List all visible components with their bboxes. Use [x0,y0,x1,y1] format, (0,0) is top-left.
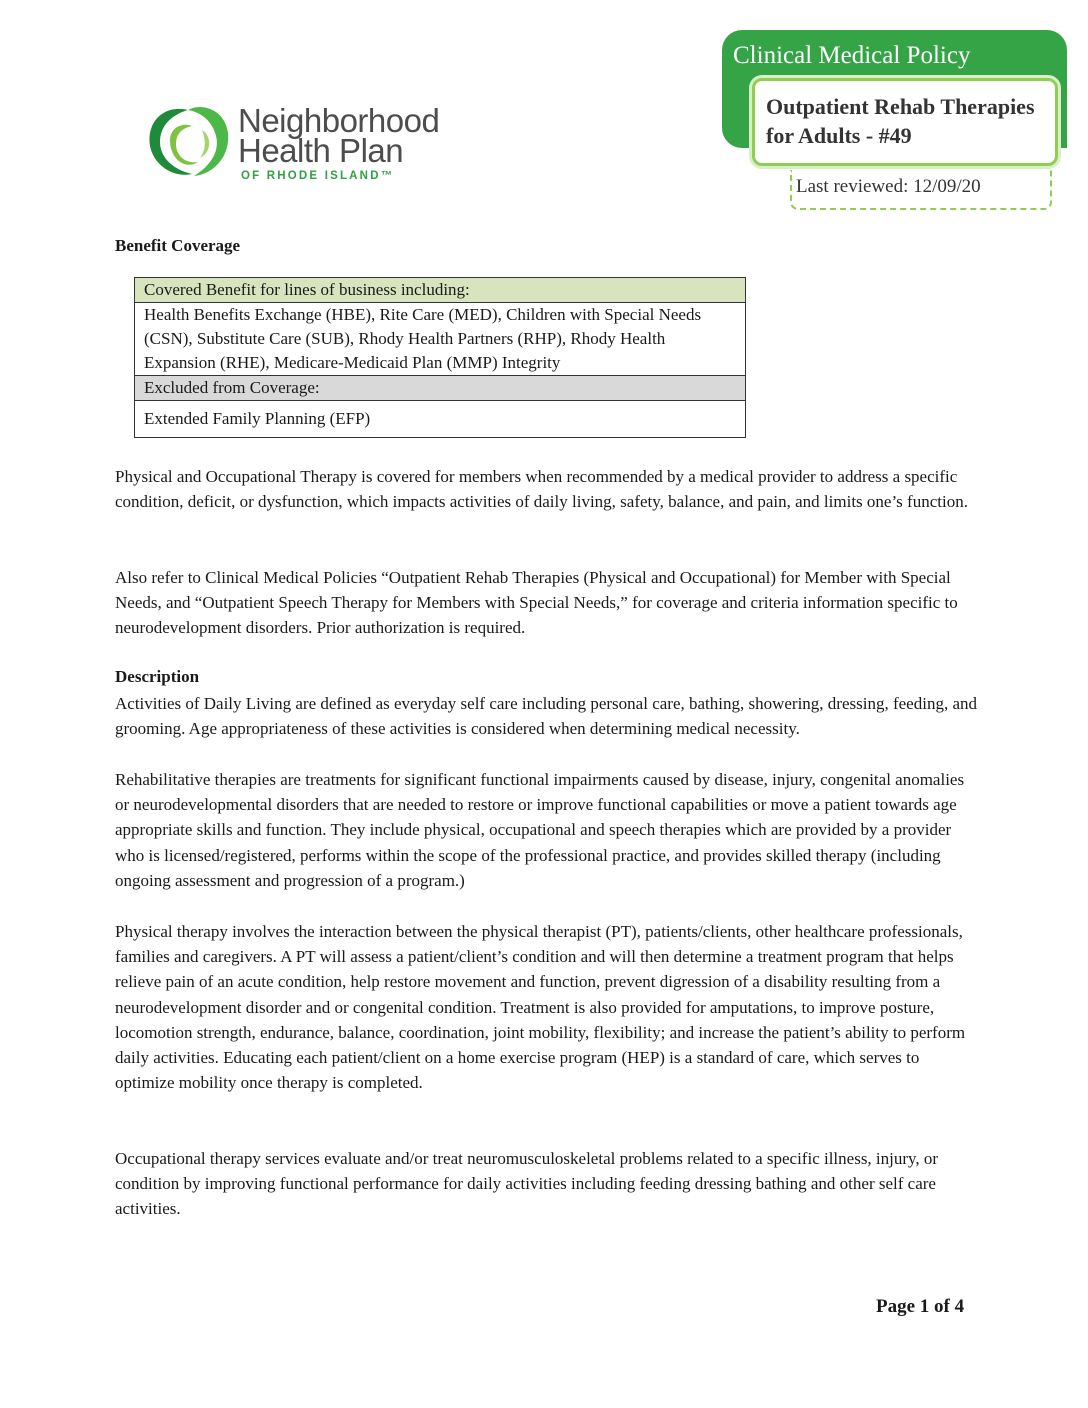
page-number: Page 1 of 4 [876,1296,965,1317]
refer-paragraph: Also refer to Clinical Medical Policies “Outpatient Rehab Therapies (Physical and Occupational) for Member with Special Needs, and “Outpatient Speech Therapy for Members with Special Needs,” for coverage and criteria information specific to neurodevelopment disorders. Prior authorization is required. [115,568,958,638]
logo-swirl-icon [142,100,234,184]
ot-paragraph: Occupational therapy services evaluate and/or treat neuromusculoskeletal problems related to a specific illness, injury, or condition by improving functional performance for daily activities including feeding dressing bathing and other self care activities. [115,1149,939,1219]
excluded-lines-cell: Extended Family Planning (EFP) [135,401,746,438]
last-reviewed-date: Last reviewed: 12/09/20 [796,176,981,197]
covered-header-row [135,278,746,303]
policy-banner-label: Clinical Medical Policy [733,42,971,69]
excluded-header-row [135,376,746,401]
description-heading: Description [115,667,200,686]
logo-subtitle: OF RHODE ISLAND™ [241,170,395,182]
coverage-table [134,277,746,438]
adl-paragraph: Activities of Daily Living are defined as everyday self care including personal care, bathing, showering, dressing, feeding, and grooming. Age appropriateness of these activities is considered when determining medical necessity. [115,694,977,739]
pt-paragraph: Physical therapy involves the interaction between the physical therapist (PT), patients/clients, other healthcare professionals, families and caregivers. A PT will assess a patient/client’s condition and will then determine a treatment program that helps relieve pain of an acute condition, help restore movement and function, prevent digression of a disability resulting from a neurodevelopment disorder and or congenital condition. Treatment is also provided for amputations, to improve posture, locomotion strength, endurance, balance, coordination, joint mobility, flexibility; and increase the patient’s ability to perform daily activities. Educating each patient/client on a home exercise program (HEP) is a standard of care, which serves to optimize mobility once therapy is completed. [115,922,966,1093]
policy-title: Outpatient Rehab Therapies for Adults - #49 [766,94,1035,148]
logo [142,100,452,184]
logo-name-line1: Neighborhood [238,102,440,139]
benefit-coverage-heading: Benefit Coverage [115,236,241,255]
rehab-paragraph: Rehabilitative therapies are treatments for significant functional impairments caused by disease, injury, congenital anomalies or neurodevelopmental disorders that are needed to restore or improve functional capabilities or move a patient towards age appropriate skills and function. They include physical, occupational and speech therapies which are provided by a provider who is licensed/registered, performs within the scope of the professional practice, and provides skilled therapy (including ongoing assessment and progression of a program.) [115,770,965,890]
excluded-row [135,401,746,438]
covered-header-cell: Covered Benefit for lines of business including: [135,278,746,303]
logo-name-line2: Health Plan [238,132,404,169]
covered-row [135,303,746,376]
covered-lines-cell: Health Benefits Exchange (HBE), Rite Care (MED), Children with Special Needs (CSN), Substitute Care (SUB), Rhody Health Partners (RHP), Rhody Health Expansion (RHE), Medicare-Medicaid Plan (MMP) Integrity [135,303,746,376]
intro-paragraph: Physical and Occupational Therapy is covered for members when recommended by a medical provider to address a specific condition, deficit, or dysfunction, which impacts activities of daily living, safety, balance, and pain, and limits one’s function. [115,467,968,512]
excluded-header-cell: Excluded from Coverage: [135,376,746,401]
